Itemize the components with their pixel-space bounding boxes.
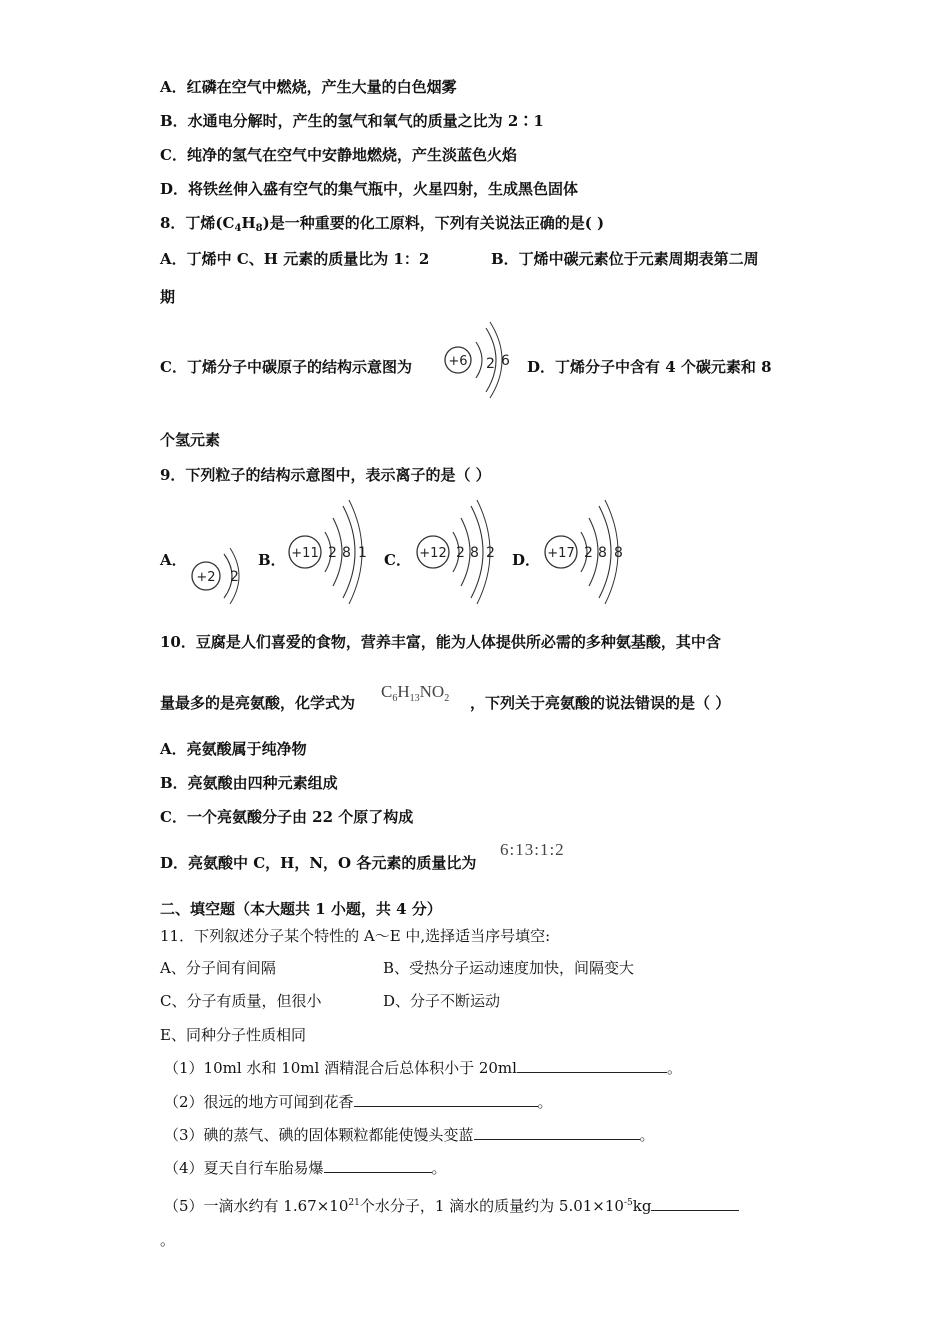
q11-item-5-exponent-2: -5 <box>623 1198 633 1208</box>
q11-item-5-text-b: 个水分子，1 滴水的质量约为 5.01×10 <box>359 1197 624 1215</box>
q10-stem-line1: 10．豆腐是人们喜爱的食物，营养丰富，能为人体提供所必需的多种氨基酸，其中含 <box>160 633 721 651</box>
q7-option-d: D．将铁丝伸入盛有空气的集气瓶中，火星四射，生成黑色固体 <box>160 180 579 198</box>
q9-option-d-label: D． <box>512 551 541 569</box>
q11-item-4-period: 。 <box>431 1159 447 1177</box>
q8-option-b: B．丁烯中碳元素位于元素周期表第二周 <box>491 250 759 268</box>
q9-stem: 9．下列粒子的结构示意图中，表示离子的是（ ） <box>160 466 491 484</box>
nucleus-charge: +17 <box>547 546 575 561</box>
q8-option-d-continued: 个氢元素 <box>160 431 221 449</box>
shell-electron-count: 8 <box>342 545 351 561</box>
q8-option-d: D．丁烯分子中含有 4 个碳元素和 8 <box>527 358 772 376</box>
q9-option-b-label: B． <box>258 551 286 569</box>
q9-option-c-label: C． <box>384 551 411 569</box>
q10-mass-ratio: 6:13:1:2 <box>500 840 565 859</box>
q8-carbon-atom-diagram <box>440 318 520 400</box>
q11-item-2-text: （2）很远的地方可闻到花香 <box>164 1093 354 1111</box>
q11-item-1-period: 。 <box>666 1059 682 1077</box>
q11-item-3-period: 。 <box>639 1126 655 1144</box>
formula-no-sub: 2 <box>444 693 450 704</box>
q11-item-1 <box>164 1058 682 1078</box>
formula-h: H <box>397 682 410 701</box>
q8-stem-sub1: 4 <box>234 223 242 234</box>
q11-item-5-text-a: （5）一滴水约有 1.67×10 <box>164 1197 349 1215</box>
q9-option-b-diagram <box>285 496 371 604</box>
q9-option-a-diagram <box>186 540 246 604</box>
nucleus-charge: +11 <box>291 546 319 561</box>
q10-formula <box>381 682 449 704</box>
formula-c: C <box>381 682 393 701</box>
q10-option-d: D．亮氨酸中 C，H，N，O 各元素的质量比为 <box>160 854 477 872</box>
q10-option-c: C．一个亮氨酸分子由 22 个原了构成 <box>160 808 414 826</box>
q10-option-a: A．亮氨酸属于纯净物 <box>160 740 307 758</box>
q8-stem-c: )是一种重要的化工原料，下列有关说法正确的是( ) <box>262 214 605 232</box>
q7-option-a: A．红磷在空气中燃烧，产生大量的白色烟雾 <box>160 78 457 96</box>
nucleus-charge: +2 <box>196 570 216 585</box>
q8-option-c: C．丁烯分子中碳原子的结构示意图为 <box>160 358 412 376</box>
q11-item-5-exponent-1: 21 <box>348 1198 360 1208</box>
shell-electron-count: 8 <box>598 545 607 561</box>
q10-stem-line2-post: ，下列关于亮氨酸的说法错误的是（ ） <box>470 694 731 712</box>
shell-electron-count: 2 <box>486 545 495 561</box>
q11-item-4-answer-blank[interactable] <box>324 1158 432 1173</box>
shell-electron-count: 1 <box>358 545 367 561</box>
shell-arc <box>476 342 482 378</box>
nucleus-charge: +12 <box>419 546 447 561</box>
q11-item-2-period: 。 <box>537 1093 553 1111</box>
q10-stem-line2-pre: 量最多的是亮氨酸，化学式为 <box>160 694 356 712</box>
q11-item-1-text: （1）10ml 水和 10ml 酒精混合后总体积小于 20ml <box>164 1059 517 1077</box>
q10-option-b: B．亮氨酸由四种元素组成 <box>160 774 338 792</box>
q11-item-2-answer-blank[interactable] <box>354 1092 538 1107</box>
section2-title: 二、填空题（本大题共 1 小题，共 4 分） <box>160 900 442 918</box>
shell-electron-count: 2 <box>328 545 337 561</box>
q11-choice-e: E、同种分子性质相同 <box>160 1026 306 1044</box>
q9-option-c-diagram <box>413 496 499 604</box>
shell-electron-count: 8 <box>614 545 623 561</box>
q11-item-5-answer-blank[interactable] <box>651 1196 739 1211</box>
shell-electron-count: 2 <box>486 356 495 372</box>
q11-item-1-answer-blank[interactable] <box>517 1058 667 1073</box>
formula-h-sub: 13 <box>409 693 420 704</box>
q8-stem-a: 8．丁烯(C <box>160 214 235 232</box>
q7-option-c: C．纯净的氢气在空气中安静地燃烧，产生淡蓝色火焰 <box>160 146 517 164</box>
q11-item-4-text: （4）夏天自行车胎易爆 <box>164 1159 324 1177</box>
q11-item-3-text: （3）碘的蒸气、碘的固体颗粒都能使馒头变蓝 <box>164 1126 474 1144</box>
shell-electron-count: 2 <box>230 569 239 585</box>
q9-option-a-label: A． <box>160 551 187 569</box>
q11-item-3 <box>164 1125 655 1145</box>
q8-stem <box>160 213 604 239</box>
q11-choice-c: C、分子有质量，但很小 <box>160 992 322 1010</box>
formula-c-sub: 6 <box>392 693 398 704</box>
shell-electron-count: 8 <box>470 545 479 561</box>
q11-choice-d: D、分子不断运动 <box>383 992 501 1010</box>
q11-item-5 <box>164 1193 739 1216</box>
q8-stem-b: H <box>241 214 256 232</box>
q11-item-4 <box>164 1158 447 1178</box>
q11-choice-b: B、受热分子运动速度加快，间隔变大 <box>383 959 635 977</box>
q11-stem: 11．下列叙述分子某个特性的 A～E 中,选择适当序号填空: <box>160 927 551 945</box>
q11-item-5-unit: kg <box>632 1197 652 1215</box>
q7-option-b: B．水通电分解时，产生的氢气和氧气的质量之比为 2∶1 <box>160 112 544 130</box>
shell-electron-count: 2 <box>584 545 593 561</box>
q8-option-a: A．丁烯中 C、H 元素的质量比为 1：2 <box>160 250 430 268</box>
formula-no: NO <box>419 682 445 701</box>
q11-item-2 <box>164 1092 553 1112</box>
q11-choice-a: A、分子间有间隔 <box>160 959 276 977</box>
nucleus-charge: +6 <box>448 354 468 369</box>
q9-option-d-diagram <box>541 496 627 604</box>
q8-option-b-continued: 期 <box>160 288 176 306</box>
shell-electron-count: 6 <box>501 353 510 369</box>
q8-stem-sub2: 8 <box>255 223 263 234</box>
q11-item-3-answer-blank[interactable] <box>474 1125 640 1140</box>
shell-electron-count: 2 <box>456 545 465 561</box>
q11-item-5-period: 。 <box>160 1231 176 1249</box>
